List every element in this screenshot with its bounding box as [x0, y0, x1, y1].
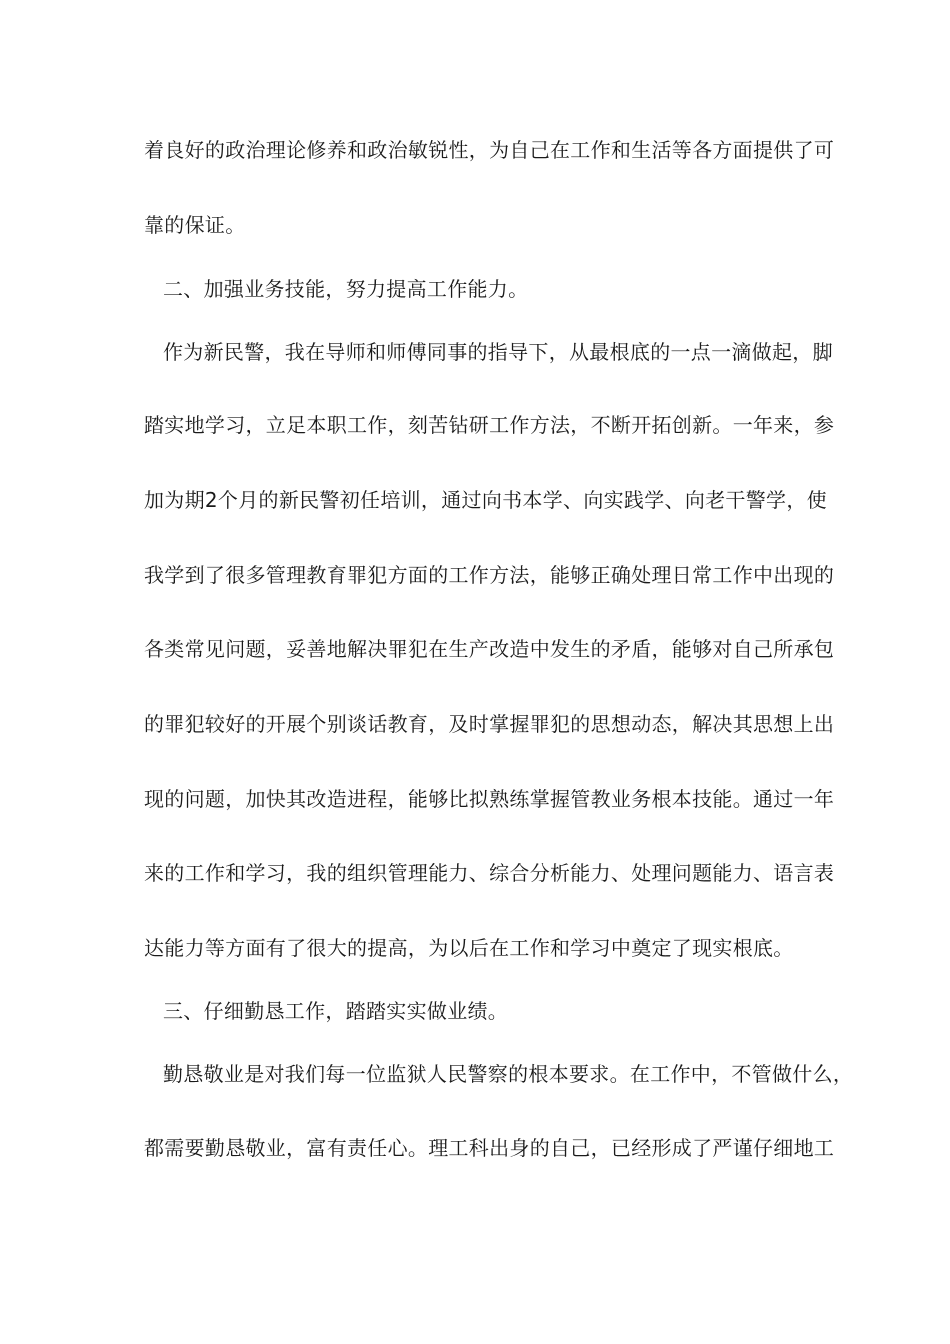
paragraph-line: 踏实地学习，立足本职工作，刻苦钻研工作方法，不断开拓创新。一年来，参	[144, 413, 835, 437]
paragraph-line: 作为新民警，我在导师和师傅同事的指导下，从最根底的一点一滴做起，脚	[163, 340, 833, 364]
paragraph-line: 加为期2个月的新民警初任培训，通过向书本学、向实践学、向老干警学，使	[144, 488, 827, 512]
paragraph-line: 着良好的政治理论修养和政治敏锐性，为自己在工作和生活等各方面提供了可	[144, 138, 835, 162]
paragraph-line: 我学到了很多管理教育罪犯方面的工作方法，能够正确处理日常工作中出现的	[144, 563, 835, 587]
section-heading-2: 二、加强业务技能，努力提高工作能力。	[163, 277, 529, 301]
section-heading-3: 三、仔细勤恳工作，踏踏实实做业绩。	[163, 999, 509, 1023]
paragraph-line: 的罪犯较好的开展个别谈话教育，及时掌握罪犯的思想动态，解决其思想上出	[144, 712, 835, 736]
paragraph-line: 靠的保证。	[144, 213, 246, 237]
paragraph-line: 勤恳敬业是对我们每一位监狱人民警察的根本要求。在工作中，不管做什么，	[163, 1062, 854, 1086]
paragraph-line: 达能力等方面有了很大的提高，为以后在工作和学习中奠定了现实根底。	[144, 936, 794, 960]
paragraph-line: 来的工作和学习，我的组织管理能力、综合分析能力、处理问题能力、语言表	[144, 861, 835, 885]
paragraph-line: 都需要勤恳敬业，富有责任心。理工科出身的自己，已经形成了严谨仔细地工	[144, 1136, 835, 1160]
paragraph-line: 各类常见问题，妥善地解决罪犯在生产改造中发生的矛盾，能够对自己所承包	[144, 637, 835, 661]
paragraph-line: 现的问题，加快其改造进程，能够比拟熟练掌握管教业务根本技能。通过一年	[144, 787, 835, 811]
